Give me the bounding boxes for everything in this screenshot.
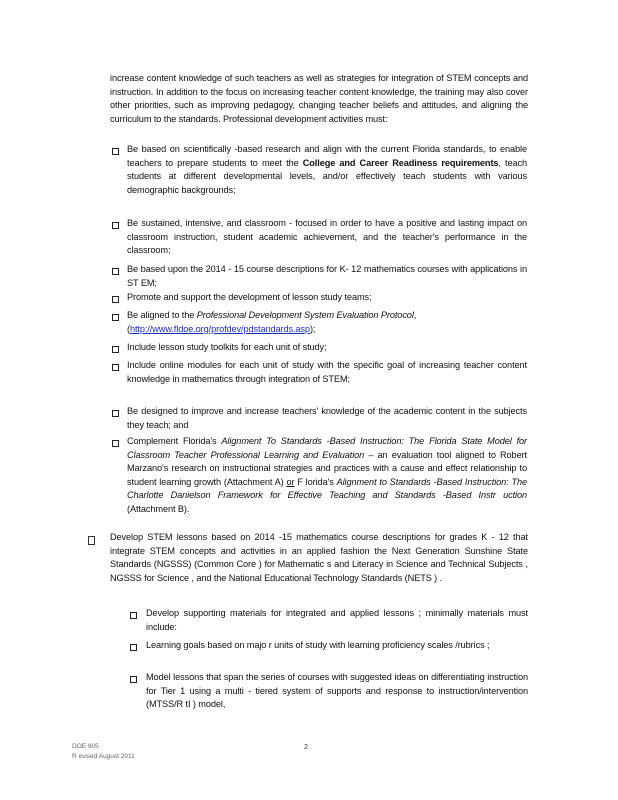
list-item: Include lesson study toolkits for each unit of study; — [127, 342, 327, 352]
list-item: Develop supporting materials for integrated and applied lessons ; minimally materials must include: — [146, 608, 528, 632]
bullet-marker — [130, 676, 137, 683]
bullet-marker — [130, 612, 137, 619]
bullet-marker — [112, 410, 119, 417]
intro-paragraph: increase content knowledge of such teachers as well as strategies for integration of STEM concepts and instruction. In addition to the focus on increasing teacher content knowledge, the training may also cover other priorities, such as improving pedagogy, changing teacher beliefs and attitudes, and aligning the curriculum to the standards. Professional development activities must: — [110, 73, 528, 124]
list-item: Model lessons that span the series of courses with suggested ideas on differentiating instruction for Tier 1 using a multi - tiered system of supports and response to instruction/intervention (MTSS/R tI ) model, — [146, 672, 528, 709]
bullet-marker — [112, 268, 119, 275]
section-marker-glyph — [88, 536, 95, 545]
bullet-marker — [112, 296, 119, 303]
list-item: Learning goals based on majo r units of study with learning proficiency scales /rubrics ; — [146, 640, 490, 650]
list-item: Include online modules for each unit of study with the specific goal of increasing teacher content knowledge in mathematics through integration of STEM; — [127, 360, 527, 384]
bullet-marker — [112, 148, 119, 155]
bullet-marker — [112, 364, 119, 371]
list-item: Be sustained, intensive, and classroom - focused in order to have a positive and lasting impact on classroom instruction, student academic achievement, and the teacher's performance in the classroom; — [127, 218, 527, 255]
list-item: Be designed to improve and increase teachers' knowledge of the academic content in the subjects they teach; and — [127, 406, 527, 430]
list-item: Promote and support the development of lesson study teams; — [127, 292, 372, 302]
list-item: Complement Florida's Alignment To Standards -Based Instruction: The Florida State Model for Classroom Teacher Professional Learning and Evaluation – an evaluation tool aligned to Robert Marzano's research on instructional strategies and practices with a cause and effect relationship to student learning growth (Attachment A) or F lorida's Alignment to Standards -Based Instruction: The Charlotte Danielson Framework for Effective Teaching and Standards -Based Instr uction (Attachment B). — [127, 436, 527, 514]
pd-standards-link[interactable]: http://www.fldoe.org/profdev/pdstandards.asp — [129, 323, 310, 334]
list-item: Be aligned to the Professional Development System Evaluation Protocol, (http://www.fldoe.org/profdev/pdstandards.asp); — [127, 310, 417, 334]
bullet-marker — [112, 346, 119, 353]
footer-revised: R evised August 2011 — [72, 753, 135, 760]
footer — [72, 742, 135, 762]
list-item: Be based upon the 2014 - 15 course descriptions for K- 12 mathematics courses with applications in ST EM; — [127, 264, 527, 288]
bullet-marker — [130, 644, 137, 651]
page-number: 2 — [304, 744, 308, 751]
section-2-paragraph: Develop STEM lessons based on 2014 -15 mathematics course descriptions for grades K - 12 that integrate STEM concepts and activities in an applied fashion the Next Generation Sunshine State Standards (NGSSS) (Common Core ) for Mathematic s and Literacy in Science and Technical Subjects , NGSSS for Science , and the National Educational Technology Standards (NETS ) . — [110, 532, 528, 583]
footer-form-id: DOE 905 — [72, 743, 99, 750]
bullet-marker — [112, 440, 119, 447]
bullet-marker — [112, 314, 119, 321]
list-item: Be based on scientifically -based research and align with the current Florida standards, to enable teachers to prepare students to meet the College and Career Readiness requirements, teach students at different developmental levels, and/or effectively teach students with various demographic backgrounds; — [127, 144, 527, 195]
bullet-marker — [112, 222, 119, 229]
